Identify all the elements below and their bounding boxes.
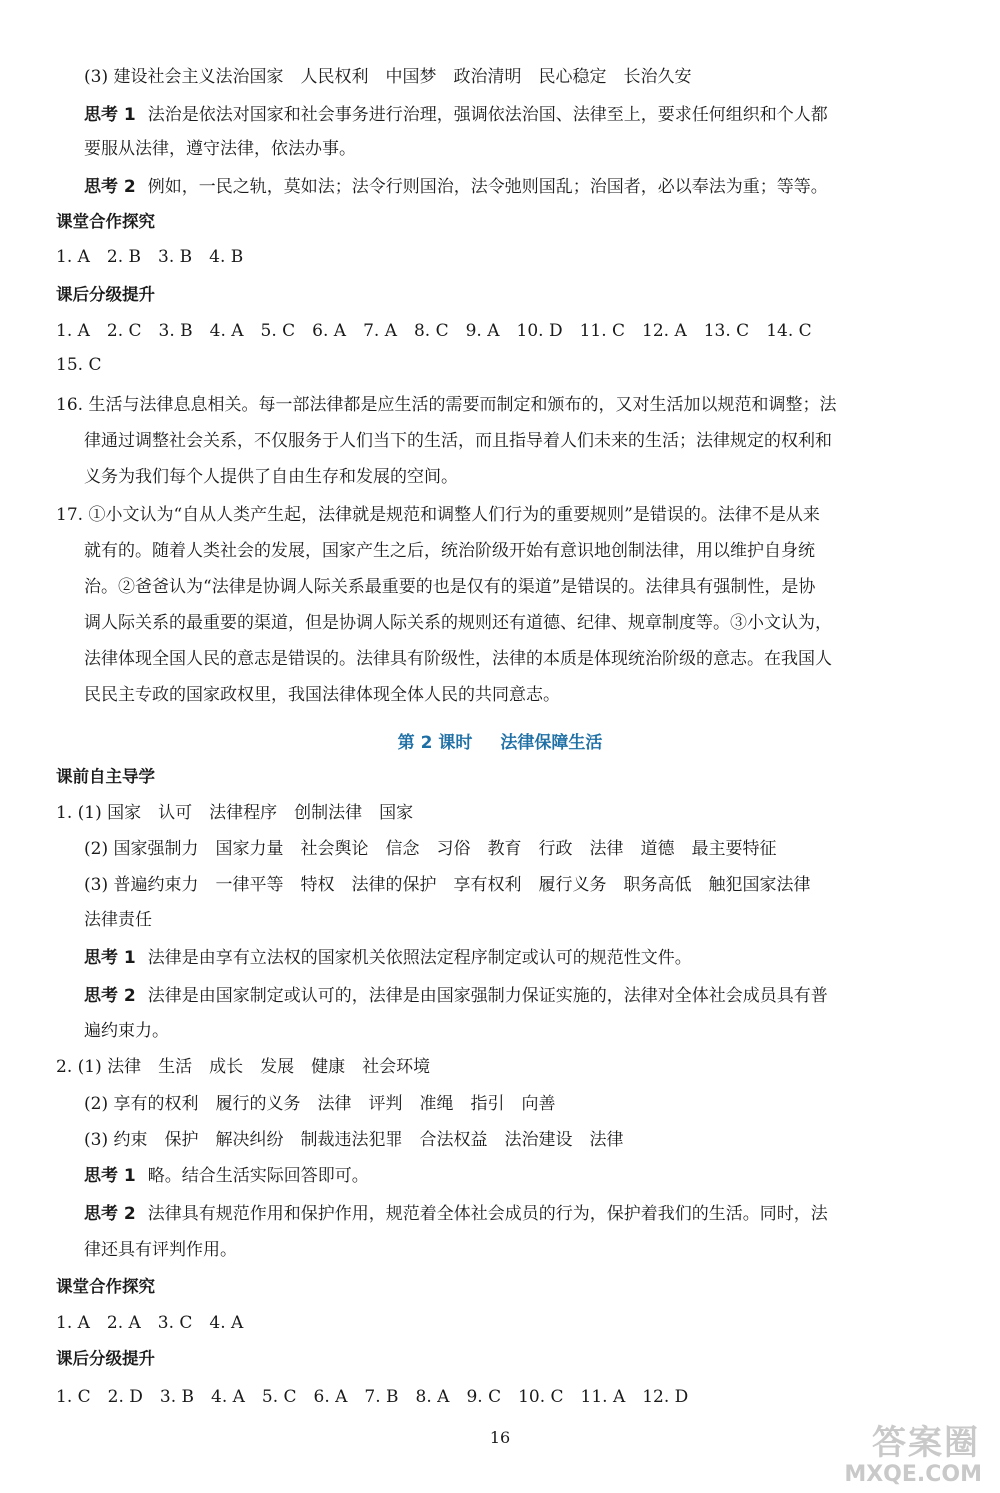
lesson-name: 法律保障生活 — [500, 733, 603, 753]
answer-line: 义务为我们每个人提供了自由生存和发展的空间。 — [84, 467, 458, 487]
answer-line: 16. 生活与法律息息相关。每一部法律都是应生活的需要而制定和颁布的，又对生活加以规范和调整；法 — [56, 395, 837, 415]
think-item — [84, 1163, 954, 1189]
think-item — [84, 945, 954, 971]
answer-line: (3) 建设社会主义法治国家 人民权利 中国梦 政治清明 民心稳定 长治久安 — [84, 67, 692, 87]
answer-line: 1. A 2. B 3. B 4. B — [56, 247, 244, 267]
answer-line: 15. C — [56, 355, 102, 375]
answer-line: 17. ①小文认为“自从人类产生起，法律就是规范和调整人们行为的重要规则”是错误的。法律不是从来 — [56, 505, 820, 525]
think-label: 思考 1 — [84, 1166, 136, 1186]
page-number: 16 — [489, 1428, 511, 1447]
answer-line: 治。②爸爸认为“法律是协调人际关系最重要的也是仅有的渠道”是错误的。法律具有强制性，是协 — [84, 577, 816, 597]
think-text: 法律是由享有立法权的国家机关依照法定程序制定或认可的规范性文件。 — [147, 948, 692, 968]
answer-line: 2. (1) 法律 生活 成长 发展 健康 社会环境 — [56, 1057, 431, 1077]
watermark-logo — [836, 1415, 986, 1487]
section-heading: 课后分级提升 — [56, 1349, 155, 1368]
lesson-title — [0, 728, 1000, 753]
answer-line: (2) 享有的权利 履行的义务 法律 评判 准绳 指引 向善 — [84, 1094, 556, 1114]
think-item — [84, 174, 954, 200]
think-text: 例如，一民之轨，莫如法；法令行则国治，法令弛则国乱；治国者，必以奉法为重；等等。 — [147, 177, 828, 197]
answer-line: 民民主专政的国家政权里，我国法律体现全体人民的共同意志。 — [84, 685, 560, 705]
think-item — [84, 1201, 954, 1227]
answer-line: 1. C 2. D 3. B 4. A 5. C 6. A 7. B 8. A 9. C 10. C 11. A 12. D — [56, 1387, 689, 1407]
think-label: 思考 1 — [84, 105, 136, 125]
answer-line: 律通过调整社会关系，不仅服务于人们当下的生活，而且指导着人们未来的生活；法律规定的权利和 — [84, 431, 832, 451]
section-heading: 课前自主导学 — [56, 767, 155, 786]
answer-line: 法律体现全国人民的意志是错误的。法律具有阶级性，法律的本质是体现统治阶级的意志。在我国人 — [84, 649, 832, 669]
think-item — [84, 102, 954, 128]
think-label: 思考 1 — [84, 948, 136, 968]
answer-line: 律还具有评判作用。 — [84, 1240, 237, 1260]
think-label: 思考 2 — [84, 177, 136, 197]
answer-line: 调人际关系的最重要的渠道，但是协调人际关系的规则还有道德、纪律、规章制度等。③小文认为， — [84, 613, 832, 633]
section-heading: 课堂合作探究 — [56, 1277, 155, 1296]
answer-line: 1. (1) 国家 认可 法律程序 创制法律 国家 — [56, 803, 414, 823]
think-label: 思考 2 — [84, 1204, 136, 1224]
answer-line: (3) 约束 保护 解决纠纷 制裁违法犯罪 合法权益 法治建设 法律 — [84, 1130, 624, 1150]
section-heading: 课堂合作探究 — [56, 212, 155, 231]
watermark-text: 答案圈 — [872, 1423, 980, 1463]
answer-line: 法律责任 — [84, 910, 152, 930]
watermark-url: MXQE.COM — [844, 1462, 982, 1487]
section-heading: 课后分级提升 — [56, 285, 155, 304]
think-item — [84, 983, 954, 1009]
think-text: 法律是由国家制定或认可的，法律是由国家强制力保证实施的，法律对全体社会成员具有普 — [147, 986, 828, 1006]
think-text: 法治是依法对国家和社会事务进行治理，强调依法治国、法律至上，要求任何组织和个人都 — [147, 105, 828, 125]
answer-line: 就有的。随着人类社会的发展，国家产生之后，统治阶级开始有意识地创制法律，用以维护自身统 — [84, 541, 815, 561]
answer-line: (2) 国家强制力 国家力量 社会舆论 信念 习俗 教育 行政 法律 道德 最主要特征 — [84, 839, 777, 859]
answer-line: 1. A 2. A 3. C 4. A — [56, 1313, 244, 1333]
answer-line: 遍约束力。 — [84, 1021, 169, 1041]
think-label: 思考 2 — [84, 986, 136, 1006]
lesson-number: 第 2 课时 — [397, 733, 473, 753]
answer-line: 1. A 2. C 3. B 4. A 5. C 6. A 7. A 8. C 9. A 10. D 11. C 12. A 13. C 14. C — [56, 321, 812, 341]
answer-line: (3) 普遍约束力 一律平等 特权 法律的保护 享有权利 履行义务 职务高低 触犯国家法律 — [84, 875, 811, 895]
think-text: 略。结合生活实际回答即可。 — [147, 1166, 369, 1186]
answer-line: 要服从法律，遵守法律，依法办事。 — [84, 139, 356, 159]
think-text: 法律具有规范作用和保护作用，规范着全体社会成员的行为，保护着我们的生活。同时，法 — [147, 1204, 828, 1224]
